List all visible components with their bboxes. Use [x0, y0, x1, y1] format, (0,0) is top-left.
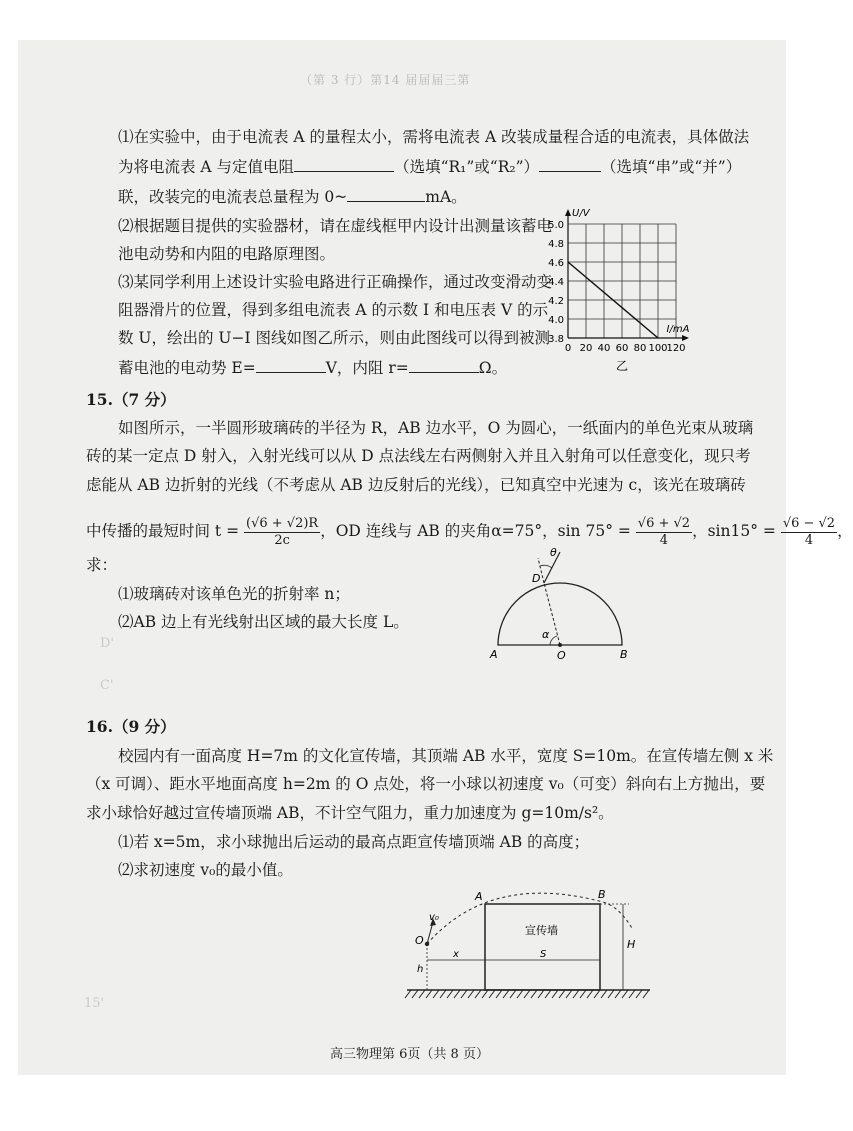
label-alpha: α: [542, 628, 550, 641]
y-tick-label: 3.8: [548, 334, 564, 345]
hatch-mark: [524, 990, 530, 998]
q15-heading: 15.（7 分）: [86, 390, 176, 409]
q14-part1-line2: [118, 157, 741, 177]
x-tick-label: 80: [633, 343, 647, 354]
q15-text: ，: [837, 522, 853, 540]
q15-text: 中传播的最短时间 t =: [86, 522, 240, 540]
hatch-mark: [433, 990, 439, 998]
label-b: B: [598, 888, 606, 901]
hatch-mark: [594, 990, 600, 998]
answer-blank-resistor: [294, 157, 394, 172]
fraction-numerator: √6 + √2: [637, 515, 691, 531]
alpha-arc: [550, 636, 557, 645]
answer-blank-resistance: [409, 358, 479, 373]
chart-caption: 乙: [615, 359, 629, 373]
hatch-mark: [601, 990, 607, 998]
label-h-upper: H: [627, 938, 636, 951]
q14-part3-line1: ⑶某同学利用上述设计实验电路进行正确操作，通过改变滑动变: [118, 273, 553, 291]
q16-sub2: ⑵求初速度 v₀的最小值。: [118, 861, 293, 879]
q14-text: （选填“串”或“并”）: [601, 158, 742, 176]
q14-text: 为将电流表 A 与定值电阻: [118, 158, 295, 176]
hatch-mark: [510, 990, 516, 998]
label-h-lower: h: [417, 964, 424, 975]
y-axis-arrow: [565, 209, 571, 216]
center-point: [558, 643, 562, 647]
label-v0: v₀: [429, 912, 439, 923]
hatch-mark: [461, 990, 467, 998]
u-i-chart: [540, 200, 700, 380]
y-tick-label: 4.6: [548, 258, 564, 269]
header-bleed-text: （第 3 行）第14 届届届三第: [300, 73, 471, 87]
q16-line2: （x 可调）、距水平地面高度 h=2m 的 O 点处，将一小球以初速度 v₀（可变）斜向右上方抛出，要: [86, 775, 766, 793]
label-wall: 宣传墙: [525, 924, 558, 937]
q15-text: ，sin15° =: [692, 522, 776, 540]
q16-line1: 校园内有一面高度 H=7m 的文化宣传墙，其顶端 AB 水平，宽度 S=10m。在宣传墙左侧 x 米: [118, 747, 774, 765]
answer-blank-emf: [256, 358, 326, 373]
hatch-mark: [608, 990, 614, 998]
q15-line3: 虑能从 AB 边折射的光线（不考虑从 AB 边反射后的光线），已知真空中光速为 c，该光在玻璃砖: [86, 476, 746, 494]
hatch-mark: [552, 990, 558, 998]
hatch-mark: [482, 990, 488, 998]
hatch-mark: [573, 990, 579, 998]
fraction-denominator: 4: [659, 532, 669, 548]
hatch-mark: [538, 990, 544, 998]
x-tick-label: 20: [579, 343, 593, 354]
y-tick-label: 5.0: [548, 220, 564, 231]
hatch-mark: [489, 990, 495, 998]
hatch-mark: [503, 990, 509, 998]
q15-ask: 求：: [86, 556, 118, 574]
hatch-mark: [468, 990, 474, 998]
hatch-mark: [636, 990, 642, 998]
q16-line3: 求小球恰好越过宣传墙顶端 AB，不计空气阻力，重力加速度为 g=10m/s²。: [86, 804, 614, 822]
q14-text: 蓄电池的电动势 E=: [118, 359, 256, 377]
x-axis-label: I/mA: [666, 324, 690, 335]
fraction-time: [244, 516, 320, 549]
label-theta: θ: [550, 546, 557, 559]
page-footer: 高三物理第 6页（共 8 页）: [330, 1047, 489, 1062]
hatch-mark: [629, 990, 635, 998]
q14-text: 联，改装完的电流表总量程为 0~: [118, 188, 348, 206]
hatch-mark: [426, 990, 432, 998]
label-o: O: [415, 934, 424, 947]
hatch-mark: [531, 990, 537, 998]
bleed-mark: C': [100, 678, 114, 693]
hatch-mark: [454, 990, 460, 998]
q14-text: mA。: [425, 188, 467, 206]
hatch-mark: [475, 990, 481, 998]
q16-sub1: ⑴若 x=5m，求小球抛出后运动的最高点距宣传墙顶端 AB 的高度；: [118, 833, 590, 851]
x-tick-label: 120: [666, 343, 686, 354]
q14-part1-line3: [118, 187, 467, 207]
q14-text: Ω。: [478, 359, 508, 377]
fraction-numerator: √6 − √2: [782, 515, 836, 531]
label-d: D: [532, 572, 541, 585]
x-tick-label: 100: [648, 343, 668, 354]
y-tick-label: 4.2: [548, 296, 564, 307]
theta-arc: [540, 565, 552, 568]
label-b: B: [620, 648, 628, 661]
ground-hatch: [405, 990, 649, 998]
bleed-mark: D': [100, 636, 114, 651]
hatch-mark: [447, 990, 453, 998]
q14-part3-line2: 阻器滑片的位置，得到多组电流表 A 的示数 I 和电压表 V 的示: [118, 301, 549, 319]
hatch-mark: [559, 990, 565, 998]
hatch-mark: [419, 990, 425, 998]
q15-line2: 砖的某一定点 D 射入，入射光线可以从 D 点法线左右两侧射入并且入射角可以任意变化，现只考: [86, 447, 751, 465]
q15-sub2: ⑵AB 边上有光线射出区域的最大长度 L。: [118, 613, 409, 631]
chart-grid: [568, 224, 676, 338]
hatch-mark: [587, 990, 593, 998]
fraction-sin75: [636, 516, 692, 549]
q14-part3-line3: 数 U，绘出的 U−I 图线如图乙所示，则由此图线可以得到被测: [118, 329, 551, 347]
q14-part1-line1: ⑴在实验中，由于电流表 A 的量程太小，需将电流表 A 改装成量程合适的电流表，具体做法: [118, 128, 750, 146]
chart-labels: [548, 208, 690, 373]
hatch-mark: [580, 990, 586, 998]
semicircle-outline: [498, 583, 622, 645]
q14-part2-line2: 池电动势和内阻的电路原理图。: [118, 245, 336, 263]
fraction-numerator: (√6 + √2)R: [246, 515, 319, 531]
y-axis-label: U/V: [572, 208, 590, 219]
wall-projectile-figure: [395, 882, 655, 1000]
fraction-denominator: 4: [804, 532, 814, 548]
fraction-denominator: 2c: [274, 532, 290, 548]
q15-line1: 如图所示，一半圆形玻璃砖的半径为 R，AB 边水平，O 为圆心，一纸面内的单色光束从玻璃: [118, 419, 754, 437]
hatch-mark: [622, 990, 628, 998]
hatch-mark: [405, 990, 411, 998]
label-a: A: [490, 648, 498, 661]
x-axis-arrow: [682, 335, 689, 341]
hatch-mark: [517, 990, 523, 998]
hatch-mark: [412, 990, 418, 998]
label-x: x: [453, 949, 459, 960]
label-a: A: [475, 890, 483, 903]
answer-blank-range: [347, 187, 425, 202]
q16-heading: 16.（9 分）: [86, 717, 176, 736]
x-tick-label: 40: [597, 343, 611, 354]
q14-part2-line1: ⑵根据题目提供的实验器材，请在虚线框甲内设计出测量该蓄电: [118, 217, 553, 235]
y-tick-label: 4.0: [548, 315, 564, 326]
q15-line4: [86, 514, 853, 549]
hatch-mark: [643, 990, 649, 998]
bleed-mark: 15': [84, 996, 105, 1011]
hatch-mark: [566, 990, 572, 998]
y-tick-label: 4.8: [548, 239, 564, 250]
hatch-mark: [496, 990, 502, 998]
x-tick-label: 0: [564, 343, 572, 354]
q15-sub1: ⑴玻璃砖对该单色光的折射率 n；: [118, 585, 350, 603]
hatch-mark: [440, 990, 446, 998]
semicircle-glass-figure: [480, 540, 630, 660]
label-s: S: [540, 949, 547, 960]
y-tick-label: 4.4: [548, 277, 564, 288]
q14-text: （选填“R₁”或“R₂”）: [394, 158, 540, 176]
fraction-sin15: [781, 516, 837, 549]
x-tick-label: 60: [615, 343, 629, 354]
q14-text: V，内阻 r=: [325, 359, 409, 377]
hatch-mark: [545, 990, 551, 998]
answer-blank-connection: [539, 157, 601, 172]
hatch-mark: [615, 990, 621, 998]
q14-part3-line4: [118, 358, 507, 378]
label-o: O: [557, 649, 566, 662]
q15-text: ，OD 连线与 AB 的夹角α=75°，sin 75° =: [320, 522, 631, 540]
wall-rect: [485, 904, 600, 990]
